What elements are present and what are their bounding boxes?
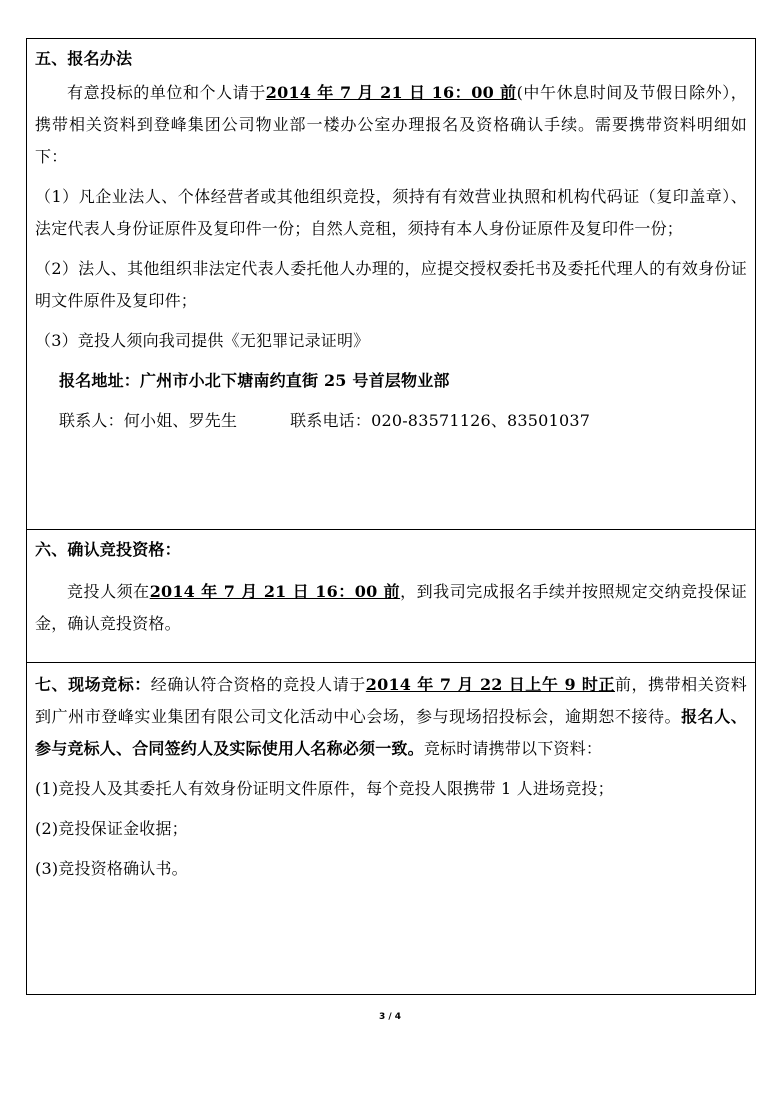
requirement-item-3: （3）竞投人须向我司提供《无犯罪记录证明》 <box>35 331 370 350</box>
requirement-item-1: （1）凡企业法人、个体经营者或其他组织竞投，须持有有效营业执照和机构代码证（复印盖章）、法定代表人身份证原件及复印件一份；自然人竞租，须持有本人身份证原件及复印件一份； <box>35 187 747 238</box>
qualification-deadline: 2014 年 7 月 21 日 16：00 前 <box>149 582 401 601</box>
section-6-text-post: ，到我司完成报名手续并按照规定交纳竞投保证金，确认竞投资格。 <box>35 582 747 633</box>
section-5-row <box>27 39 756 530</box>
bidding-item-3: (3)竞投资格确认书。 <box>35 859 188 878</box>
section-5-cell <box>27 39 756 530</box>
page-number: 3 / 4 <box>378 1012 402 1022</box>
section-7-title: 七、现场竞标： <box>35 675 151 694</box>
section-7-text-post: 竞标时请携带以下资料： <box>423 739 603 758</box>
section-7-text-mid: 前，携带相关资料到广州市登峰实业集团有限公司文化活动中心会场，参与现场招投标会，逾期恕不接待。 <box>35 675 747 726</box>
section-6-row <box>27 530 756 663</box>
section-7-body <box>35 669 747 765</box>
section-5-title: 五、报名办法 <box>35 49 133 68</box>
section-7-text-pre: 经确认符合资格的竞投人请于 <box>150 675 366 694</box>
registration-deadline: 2014 年 7 月 21 日 16：00 前 <box>265 83 517 102</box>
bidding-item-2: (2)竞投保证金收据； <box>35 819 188 838</box>
content-table <box>26 38 756 995</box>
name-consistency-notice: 报名人、参与竞标人、合同签约人及实际使用人名称必须一致。 <box>35 707 747 758</box>
section-7-row <box>27 663 756 995</box>
section-5-intro <box>35 77 747 173</box>
contact-phone: 联系电话：020-83571126、83501037 <box>290 411 591 430</box>
contact-line <box>35 405 747 437</box>
section-6-body <box>35 576 747 640</box>
section-6-title: 六、确认竞投资格： <box>35 540 181 559</box>
intro-text-pre: 有意投标的单位和个人请于 <box>67 83 266 102</box>
requirement-item-2: （2）法人、其他组织非法定代表人委托他人办理的，应提交授权委托书及委托代理人的有效身份证明文件原件及复印件； <box>35 259 747 310</box>
intro-text-post: (中午休息时间及节假日除外），携带相关资料到登峰集团公司物业部一楼办公室办理报名及资格确认手续。需要携带资料明细如下： <box>35 83 747 166</box>
section-6-cell <box>27 530 756 663</box>
bidding-item-1: (1)竞投人及其委托人有效身份证明文件原件，每个竞投人限携带 1 人进场竞投； <box>35 779 614 798</box>
registration-address: 报名地址：广州市小北下塘南约直街 25 号首层物业部 <box>59 371 450 390</box>
section-6-text-pre: 竞投人须在 <box>67 582 150 601</box>
bidding-time: 2014 年 7 月 22 日上午 9 时正 <box>365 675 616 694</box>
contact-person: 联系人：何小姐、罗先生 <box>59 411 238 430</box>
section-7-cell <box>27 663 756 995</box>
